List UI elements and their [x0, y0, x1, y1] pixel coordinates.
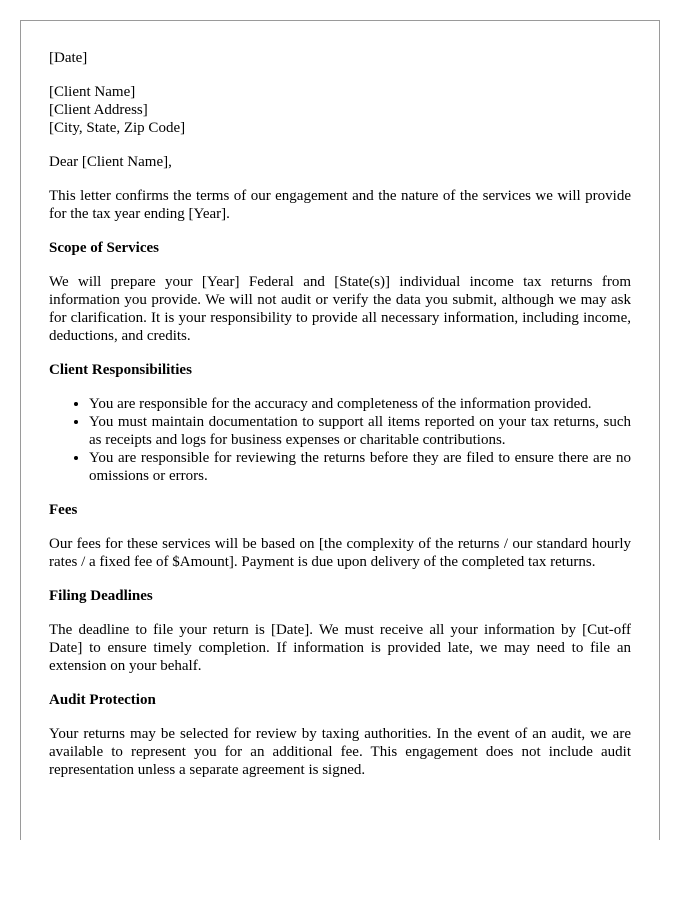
deadlines-paragraph: The deadline to file your return is [Date]. We must receive all your information by [Cut-off Date] to ensure timely completion. If information is provided late, we may need to file an extension on your behalf. [49, 622, 631, 674]
client-name: [Client Name] [49, 84, 136, 100]
letter-page [20, 20, 660, 840]
responsibilities-list [49, 395, 631, 485]
fees-heading: Fees [49, 502, 78, 518]
client-address-block [49, 83, 631, 137]
fees-paragraph: Our fees for these services will be based on [the complexity of the returns / our standard hourly rates / a fixed fee of $Amount]. Payment is due upon delivery of the completed tax returns. [49, 536, 631, 570]
scope-paragraph: We will prepare your [Year] Federal and [State(s)] individual income tax returns from information you provide. We will not audit or verify the data you submit, although we may ask for clarification. It is your responsibility to provide all necessary information, including income, deductions, and credits. [49, 274, 631, 344]
list-item: • You must maintain documentation to support all items reported on your tax returns, such as receipts and logs for business expenses or charitable contributions. [89, 413, 631, 449]
client-city: [City, State, Zip Code] [49, 120, 186, 136]
responsibilities-heading: Client Responsibilities [49, 362, 192, 378]
list-item: • You are responsible for reviewing the returns before they are filed to ensure there are no omissions or errors. [89, 449, 631, 485]
deadlines-heading: Filing Deadlines [49, 588, 153, 604]
salutation: Dear [Client Name], [49, 154, 172, 170]
client-street: [Client Address] [49, 102, 148, 118]
intro-paragraph: This letter confirms the terms of our engagement and the nature of the services we will provide for the tax year ending [Year]. [49, 188, 631, 222]
scope-heading: Scope of Services [49, 240, 159, 256]
audit-paragraph: Your returns may be selected for review by taxing authorities. In the event of an audit, we are available to represent you for an additional fee. This engagement does not include audit representation unless a separate agreement is signed. [49, 726, 631, 778]
letter-date: [Date] [49, 50, 88, 66]
audit-heading: Audit Protection [49, 692, 156, 708]
list-item: • You are responsible for the accuracy and completeness of the information provided. [89, 395, 631, 413]
